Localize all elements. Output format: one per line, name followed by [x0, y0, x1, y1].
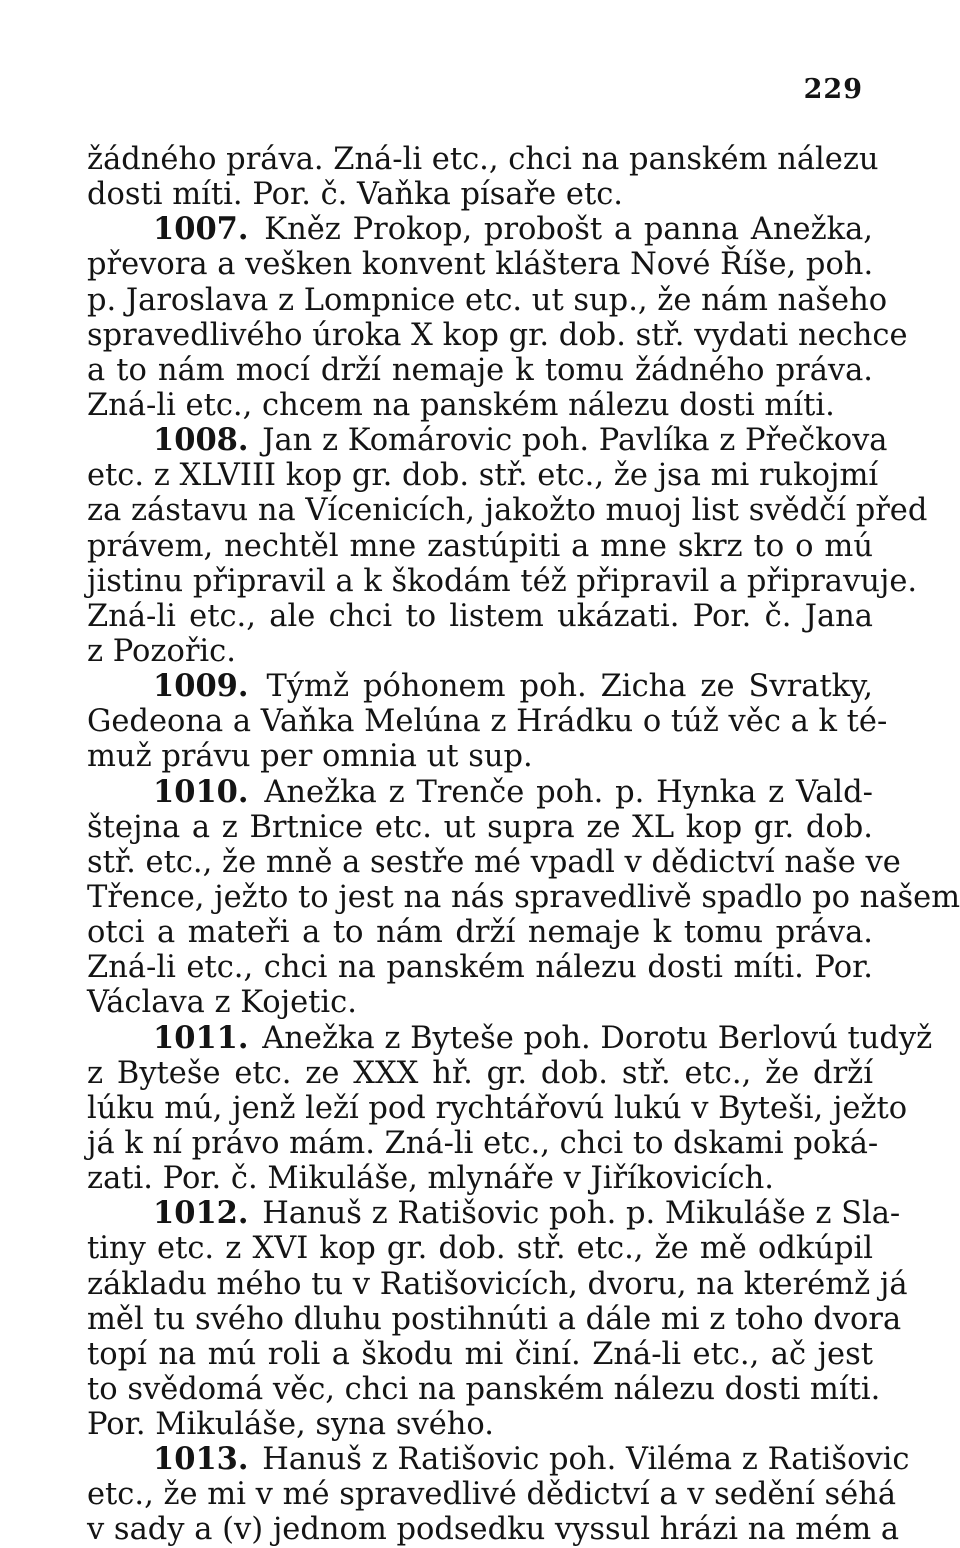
line-text: Anežka z Byteše poh. Dorotu Berlovú tudyž: [262, 1020, 933, 1056]
text-line: [87, 1407, 873, 1442]
text-line: [87, 879, 960, 915]
paragraph: [87, 142, 879, 213]
line-text: Zná-li etc., chcem na panském nálezu dosti míti.: [87, 387, 835, 423]
line-text: Zná-li etc., chci na panském nálezu dosti míti. Por.: [87, 950, 873, 986]
line-text: topí na mú roli a škodu mi činí. Zná-li etc., ač jest: [87, 1336, 873, 1372]
text-line: [87, 844, 901, 880]
entry-number: 1011.: [153, 1019, 249, 1056]
text-line: [87, 1019, 933, 1056]
line-text: Jan z Komárovic poh. Pavlíka z Přečkova: [262, 423, 888, 459]
line-text: Hanuš z Ratišovic poh. p. Mikuláše z Sla-: [262, 1196, 901, 1232]
line-text: z Pozořic.: [87, 633, 236, 669]
line-text: etc., že mi v mé spravedlivé dědictví a v sedění séhá: [87, 1477, 897, 1513]
line-text: Anežka z Trenče poh. p. Hynka z Vald-: [264, 774, 873, 810]
text-line: [87, 212, 873, 247]
text-line: [87, 704, 888, 740]
text-line: [87, 985, 873, 1020]
text-line: [87, 775, 873, 810]
paragraph: [87, 1195, 908, 1443]
text-line: [87, 1337, 873, 1372]
text-line: [87, 739, 873, 774]
paragraph: [87, 211, 908, 423]
text-line: [87, 1441, 910, 1478]
text-line: [87, 1195, 901, 1232]
text-line: [87, 458, 879, 494]
line-text: Por. Mikuláše, syna svého.: [87, 1407, 494, 1443]
text-line: [87, 563, 918, 599]
text-line: [87, 1477, 897, 1513]
text-line: [87, 1161, 873, 1196]
text-line: [87, 493, 928, 529]
line-text: dosti míti. Por. č. Vaňka písaře etc.: [87, 177, 623, 213]
text-line: [87, 1266, 908, 1302]
line-text: Hanuš z Ratišovic poh. Viléma z Ratišovic: [262, 1442, 910, 1478]
line-text: právem, nechtěl mne zastúpiti a mne skrz to o mú: [87, 528, 873, 564]
text-line: [87, 388, 873, 423]
text-line: [87, 950, 873, 985]
text-line: [87, 247, 873, 282]
text-line: [87, 1371, 881, 1407]
line-text: p. Jaroslava z Lompnice etc. ut sup., že nám našeho: [87, 282, 888, 318]
text-line: [87, 669, 873, 704]
text-line: [87, 1056, 873, 1091]
page-number: 229: [803, 74, 863, 105]
text-line: [87, 422, 888, 459]
line-text: Gedeona a Vaňka Melúna z Hrádku o túž věc a k té-: [87, 704, 888, 740]
line-text: muž právu per omnia ut sup.: [87, 739, 533, 775]
line-text: žádného práva. Zná-li etc., chci na panském nálezu: [87, 142, 879, 177]
paragraph: [87, 1441, 910, 1548]
entry-number: 1013.: [153, 1441, 249, 1478]
line-text: zati. Por. č. Mikuláše, mlynáře v Jiříkovicích.: [87, 1161, 774, 1197]
line-text: Týmž póhonem poh. Zicha ze Svratky,: [266, 669, 873, 705]
entry-number: 1012.: [153, 1195, 249, 1232]
text-line: [87, 1512, 900, 1548]
entry-number: 1009.: [153, 668, 249, 705]
paragraph: [87, 668, 888, 775]
line-text: stř. etc., že mně a sestře mé vpadl v dědictví naše ve: [87, 844, 901, 880]
line-text: z Byteše etc. ze XXX hř. gr. dob. stř. etc., že drží: [87, 1055, 873, 1091]
text-line: [87, 915, 873, 950]
text-line: [87, 529, 873, 564]
line-text: spravedlivého úroka X kop gr. dob. stř. vydati nechce: [87, 317, 908, 353]
text-line: [87, 353, 873, 388]
line-text: otci a mateři a to nám drží nemaje k tomu práva.: [87, 915, 873, 951]
text-line: [87, 177, 873, 212]
text-line: [87, 1125, 879, 1161]
line-text: základu mého tu v Ratišovicích, dvoru, na kterémž já: [87, 1266, 908, 1302]
entry-number: 1010.: [153, 773, 249, 810]
text-line: [87, 634, 873, 669]
paragraph: [87, 773, 960, 1021]
text-line: [87, 810, 873, 845]
line-text: Zná-li etc., ale chci to listem ukázati. Por. č. Jana: [87, 598, 873, 634]
line-text: v sady a (v) jednom podsedku vyssul hrázi na mém a: [87, 1512, 900, 1548]
line-text: já k ní právo mám. Zná-li etc., chci to dskami poká-: [87, 1125, 879, 1161]
text-line: [87, 282, 888, 318]
line-text: měl tu svého dluhu postihnúti a dále mi z toho dvora: [87, 1301, 902, 1337]
text-line: [87, 1231, 873, 1266]
paragraph: [87, 1019, 933, 1197]
text-line: [87, 142, 879, 177]
line-text: Kněz Prokop, probošt a panna Anežka,: [264, 212, 873, 248]
line-text: etc. z XLVIII kop gr. dob. stř. etc., že jsa mi rukojmí: [87, 458, 879, 494]
text-line: [87, 1090, 908, 1126]
text-line: [87, 1301, 902, 1337]
line-text: Třence, ježto to jest na nás spravedlivě spadlo po našem: [87, 879, 960, 915]
entry-number: 1007.: [153, 211, 249, 248]
text-line: [87, 599, 873, 634]
paragraph: [87, 422, 928, 669]
line-text: a to nám mocí drží nemaje k tomu žádného práva.: [87, 352, 873, 388]
line-text: štejna a z Brtnice etc. ut supra ze XL kop gr. dob.: [87, 809, 873, 845]
line-text: to svědomá věc, chci na panském nálezu dosti míti.: [87, 1371, 881, 1407]
line-text: lúku mú, jenž leží pod rychtářovú lukú v Byteši, ježto: [87, 1090, 908, 1126]
entry-number: 1008.: [153, 422, 249, 459]
line-text: převora a vešken konvent kláštera Nové Říše, poh.: [87, 247, 874, 283]
line-text: za zástavu na Vícenicích, jakožto muoj list svědčí před: [87, 493, 928, 529]
line-text: Václava z Kojetic.: [87, 985, 357, 1021]
line-text: jistinu připravil a k škodám též připravil a připravuje.: [87, 563, 918, 599]
text-line: [87, 317, 908, 353]
line-text: tiny etc. z XVI kop gr. dob. stř. etc., že mě odkúpil: [87, 1231, 873, 1267]
text-body: [87, 142, 960, 1548]
